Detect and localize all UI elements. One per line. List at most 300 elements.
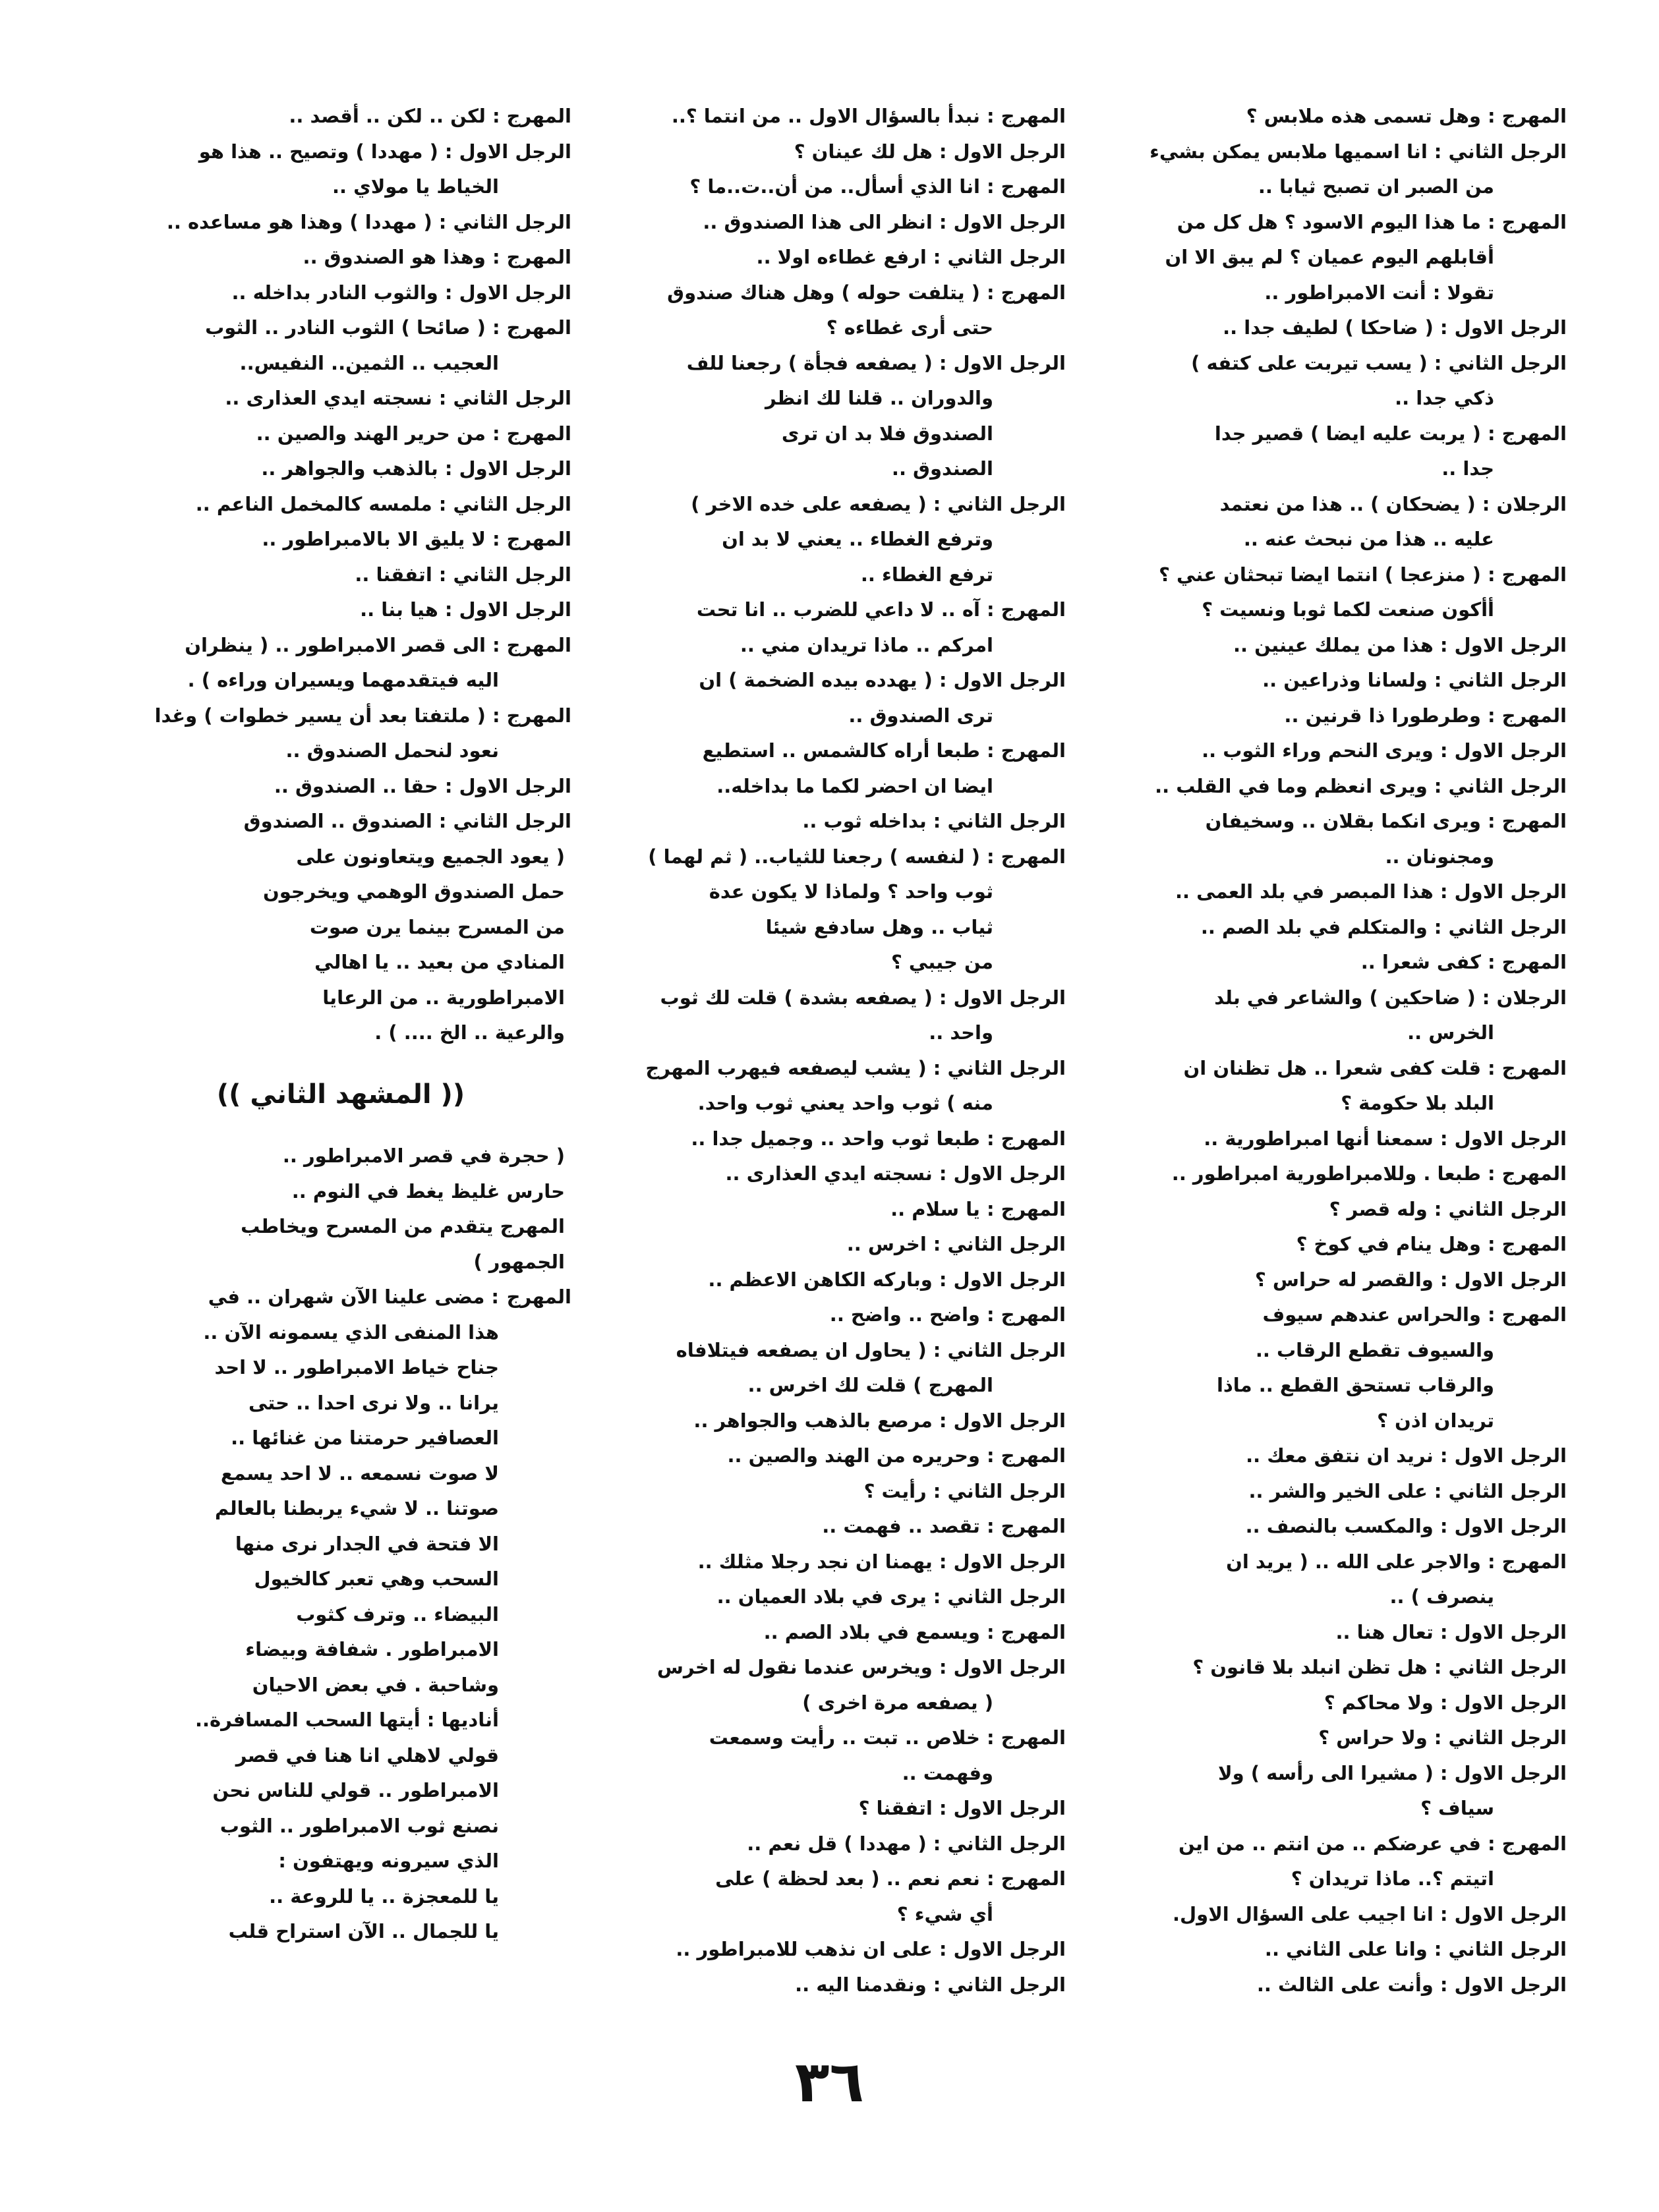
- dialogue-line: [1105, 522, 1567, 557]
- dialogue-text: وهل ينام في كوخ ؟: [1296, 1233, 1481, 1255]
- stage-direction-line: المهرج يتقدم من المسرح ويخاطب: [241, 1215, 565, 1237]
- dialogue-text: تعال هنا ..: [1335, 1620, 1434, 1643]
- dialogue-text: ونقدمنا اليه ..: [795, 1973, 927, 1996]
- dialogue-line: [1105, 980, 1567, 1016]
- dialogue-text: وترفع الغطاء .. يعني لا بد ان: [722, 528, 993, 550]
- speaker-name: الرجل الاول :: [1440, 1691, 1567, 1714]
- dialogue-line: [110, 205, 571, 241]
- dialogue-line: [1105, 1615, 1567, 1651]
- speaker-name: الرجل الاول :: [939, 1268, 1066, 1291]
- dialogue-line: [1105, 628, 1567, 664]
- speaker-name: المهرج :: [1487, 563, 1567, 586]
- speaker-name: الرجل الاول :: [444, 598, 571, 621]
- speaker-name: المهرج :: [1487, 810, 1567, 832]
- dialogue-line: [604, 1650, 1066, 1686]
- dialogue-text: ( مشيرا الى رأسه ) ولا: [1218, 1761, 1434, 1784]
- speaker-name: الرجل الاول :: [1440, 1761, 1567, 1784]
- stage-direction-line: من المسرح بينما يرن صوت: [309, 915, 565, 938]
- dialogue-line: [604, 451, 1066, 487]
- speaker-name: المهرج :: [986, 1303, 1066, 1326]
- dialogue-line: [1105, 1720, 1567, 1756]
- dialogue-text: لا يليق الا بالامبراطور ..: [262, 528, 486, 550]
- dialogue-line: [1105, 416, 1567, 452]
- dialogue-line: [604, 1156, 1066, 1192]
- monologue-line: العصافير حرمتنا من غنائها ..: [231, 1427, 499, 1449]
- speaker-name: الرجل الاول :: [939, 986, 1066, 1009]
- dialogue-text: ( يتلفت حوله ) وهل هناك صندوق: [667, 281, 980, 304]
- speaker-name: الرجل الاول :: [939, 1938, 1066, 1960]
- dialogue-line: [604, 769, 1066, 805]
- dialogue-line: [604, 698, 1066, 734]
- speaker-name: الرجل الاول :: [1440, 1973, 1567, 1996]
- speaker-name: الرجل الثاني :: [933, 810, 1066, 832]
- dialogue-text: عليه .. هذا من نبحث عنه ..: [1243, 528, 1494, 550]
- speaker-name: المهرج :: [492, 105, 571, 127]
- dialogue-line: [1105, 557, 1567, 593]
- dialogue-text: نعم نعم .. ( بعد لحظة ) على: [715, 1867, 980, 1890]
- dialogue-text: ( يضحكان ) .. هذا من نعتمد: [1219, 492, 1476, 515]
- dialogue-text: ( ملتفتا بعد أن يسير خطوات ) وغدا: [154, 704, 486, 727]
- dialogue-line: [1105, 945, 1567, 980]
- speaker-name: الرجل الثاني :: [933, 1973, 1066, 1996]
- speaker-name: الرجل الاول :: [939, 210, 1066, 233]
- dialogue-line: [1105, 769, 1567, 805]
- dialogue-text: على الخير والشر ..: [1248, 1479, 1428, 1502]
- dialogue-text: ويسمع في بلاد الصم ..: [763, 1620, 980, 1643]
- dialogue-text: العجيب .. الثمين.. النفيس..: [239, 351, 499, 374]
- dialogue-line: [604, 1368, 1066, 1404]
- dialogue-line: [604, 592, 1066, 628]
- dialogue-text: حقا .. الصندوق ..: [274, 774, 438, 797]
- speaker-name: المهرج :: [986, 281, 1066, 304]
- dialogue-text: والثوب النادر بداخله ..: [231, 281, 438, 304]
- dialogue-line: [604, 1015, 1066, 1051]
- dialogue-line: [110, 733, 571, 769]
- speaker-name: المهرج :: [986, 175, 1066, 198]
- dialogue-line: [110, 240, 571, 275]
- dialogue-line: [1105, 240, 1567, 275]
- speaker-name: الرجل الثاني :: [1434, 1197, 1567, 1220]
- monologue-line: البيضاء .. وترف كثوب: [296, 1602, 499, 1626]
- stage-direction-line: حمل الصندوق الوهمي ويخرجون: [262, 880, 565, 903]
- dialogue-text: ( يصفعه على خده الاخر ): [691, 492, 927, 515]
- stage-direction-line: المنادي من بعيد .. يا اهالي: [314, 951, 565, 973]
- speaker-name: المهرج :: [986, 598, 1066, 621]
- speaker-name: الرجل الاول :: [939, 1797, 1066, 1819]
- dialogue-line: [1105, 1509, 1567, 1545]
- dialogue-text: وباركه الكاهن الاعظم ..: [708, 1268, 933, 1291]
- speaker-name: المهرج :: [986, 1515, 1066, 1537]
- dialogue-line: [1105, 346, 1567, 382]
- dialogue-text: خلاص .. تبت .. رأيت وسمعت: [709, 1726, 980, 1749]
- dialogue-line: [110, 310, 571, 346]
- dialogue-text: وانا على الثاني ..: [1264, 1938, 1428, 1960]
- dialogue-text: هل تظن انبلد بلا قانون ؟: [1192, 1656, 1428, 1678]
- dialogue-text: ويخرس عندما نقول له اخرس: [656, 1656, 933, 1678]
- dialogue-line: [604, 416, 1066, 452]
- dialogue-text: ( يصفعه فجأة ) رجعنا للف: [686, 351, 933, 374]
- column-right: [1105, 99, 1567, 2002]
- dialogue-text: نعود لنحمل الصندوق ..: [285, 739, 499, 762]
- speaker-name: المهرج :: [1487, 1162, 1567, 1185]
- dialogue-text: هل لك عينان ؟: [794, 140, 933, 163]
- dialogue-line: [604, 663, 1066, 698]
- dialogue-text: والقصر له حراس ؟: [1255, 1268, 1434, 1291]
- speaker-name: الرجل الاول :: [1440, 1902, 1567, 1925]
- dialogue-text: الخرس ..: [1407, 1021, 1494, 1044]
- speaker-name: المهرج :: [986, 1444, 1066, 1467]
- dialogue-text: من جيبي ؟: [891, 951, 993, 973]
- dialogue-line: [604, 1968, 1066, 2003]
- speaker-name: الرجل الثاني :: [933, 492, 1066, 515]
- speaker-name: المهرج :: [1487, 105, 1567, 127]
- dialogue-line: [1105, 1579, 1567, 1615]
- speaker-name: المهرج :: [1487, 1303, 1567, 1326]
- dialogue-text: لكن .. لكن .. أقصد ..: [289, 105, 486, 127]
- speaker-name: الرجل الثاني :: [438, 492, 571, 515]
- dialogue-line: [110, 522, 571, 557]
- dialogue-text: ( يصفعه مرة اخرى ): [802, 1691, 993, 1714]
- dialogue-line: [604, 874, 1066, 910]
- speaker-name: المهرج :: [986, 845, 1066, 868]
- dialogue-line: [1105, 99, 1567, 134]
- monologue-line: أناديها : أيتها السحب المسافرة..: [195, 1709, 499, 1731]
- speaker-name: الرجل الثاني :: [1434, 140, 1567, 163]
- monologue-line: هذا المنفى الذي يسمونه الآن ..: [203, 1320, 499, 1344]
- dialogue-line: [1105, 1861, 1567, 1897]
- dialogue-text: مرصع بالذهب والجواهر ..: [693, 1409, 933, 1432]
- dialogue-text: امركم .. ماذا تريدان مني ..: [740, 633, 993, 656]
- dialogue-text: انا الذي أسأل.. من أن..ت..ما ؟: [689, 175, 980, 198]
- dialogue-text: ( يشب ليصفعه فيهرب المهرج: [645, 1056, 927, 1079]
- dialogue-text: والمتكلم في بلد الصم ..: [1200, 915, 1428, 938]
- dialogue-line: [110, 557, 571, 593]
- dialogue-text: اتيتم ؟.. ماذا تريدان ؟: [1291, 1867, 1494, 1890]
- dialogue-line: [604, 1262, 1066, 1298]
- dialogue-text: ولا محاكم ؟: [1324, 1691, 1434, 1714]
- dialogue-text: اتفقنا ؟: [858, 1797, 933, 1819]
- monologue-line: قولي لاهلي انا هنا في قصر: [235, 1744, 499, 1767]
- dialogue-text: ارفع غطاءه اولا ..: [756, 246, 927, 268]
- monologue-speaker: المهرج: [506, 1286, 571, 1308]
- speaker-name: الرجل الاول :: [444, 457, 571, 480]
- dialogue-text: ( يربت عليه ايضا ) قصير جدا: [1214, 422, 1481, 445]
- dialogue-line: [604, 310, 1066, 346]
- dialogue-text: طبعا . وللامبراطورية امبراطور ..: [1171, 1162, 1481, 1185]
- dialogue-line: [604, 628, 1066, 664]
- monologue-line: نصنع ثوب الامبراطور .. الثوب: [219, 1814, 499, 1837]
- dialogue-line: [604, 99, 1066, 134]
- dialogue-text: ( يسب تيربت على كتفه ): [1191, 351, 1428, 374]
- speaker-name: الرجل الاول :: [939, 669, 1066, 691]
- dialogue-line: [110, 99, 571, 134]
- monologue-line: وشاحبة . في بعض الاحيان: [252, 1673, 499, 1696]
- speaker-name: الرجل الاول :: [939, 1409, 1066, 1432]
- dialogue-text: المهرج ) قلت لك اخرس ..: [747, 1374, 993, 1396]
- speaker-name: الرجل الثاني :: [1434, 351, 1567, 374]
- dialogue-line: [604, 381, 1066, 416]
- dialogue-line: [1105, 451, 1567, 487]
- dialogue-line: [1105, 1438, 1567, 1474]
- dialogue-line: [110, 769, 571, 805]
- speaker-name: المهرج :: [1487, 1550, 1567, 1573]
- dialogue-line: [604, 1509, 1066, 1545]
- dialogue-line: [1105, 663, 1567, 698]
- dialogue-text: وله قصر ؟: [1329, 1197, 1428, 1220]
- dialogue-text: والدوران .. قلنا لك انظر: [765, 387, 993, 409]
- speaker-name: الرجل الاول :: [1440, 316, 1567, 339]
- dialogue-line: [604, 1861, 1066, 1897]
- dialogue-text: من الصبر ان تصبح ثيابا ..: [1258, 175, 1494, 198]
- dialogue-text: بالذهب والجواهر ..: [261, 457, 438, 480]
- dialogue-text: الى قصر الامبراطور .. ( ينظران: [185, 633, 486, 656]
- monologue-line: الامبراطور . شفافة وبيضاء: [245, 1638, 499, 1660]
- dialogue-text: طبعا أراه كالشمس .. استطيع: [702, 739, 980, 762]
- dialogue-text: ملمسه كالمخمل الناعم ..: [195, 492, 432, 515]
- dialogue-text: كفى شعرا ..: [1360, 951, 1481, 973]
- speaker-name: الرجل الثاني :: [933, 1832, 1066, 1855]
- speaker-name: المهرج :: [492, 528, 571, 550]
- dialogue-line: [110, 275, 571, 311]
- dialogue-line: [604, 1615, 1066, 1651]
- speaker-name: الرجل الثاني :: [1434, 915, 1567, 938]
- dialogue-text: نسجته ايدي العذارى ..: [725, 1162, 933, 1185]
- col3-dialogue: [110, 99, 571, 839]
- dialogue-line: [1105, 1015, 1567, 1051]
- speaker-name: الرجل الثاني :: [933, 1338, 1066, 1361]
- jester-monologue: [110, 1280, 571, 1950]
- dialogue-text: وهل تسمى هذه ملابس ؟: [1246, 105, 1481, 127]
- dialogue-line: [604, 169, 1066, 205]
- stage-direction-line: الجمهور ): [473, 1250, 565, 1273]
- dialogue-line: [604, 1192, 1066, 1228]
- dialogue-line: [1105, 1474, 1567, 1510]
- dialogue-text: ما هذا اليوم الاسود ؟ هل كل من: [1177, 210, 1481, 233]
- dialogue-line: [110, 451, 571, 487]
- dialogue-text: قلت كفى شعرا .. هل تظنان ان: [1183, 1056, 1481, 1079]
- dialogue-text: ترى الصندوق ..: [848, 704, 993, 727]
- dialogue-line: [110, 628, 571, 664]
- dialogue-line: [604, 1333, 1066, 1369]
- speaker-name: المهرج :: [986, 1620, 1066, 1643]
- speaker-name: الرجل الاول :: [939, 1162, 1066, 1185]
- dialogue-text: وحريره من الهند والصين ..: [727, 1444, 980, 1467]
- dialogue-line: [604, 205, 1066, 241]
- dialogue-line: [604, 240, 1066, 275]
- speaker-name: الرجل الاول :: [1440, 1268, 1567, 1291]
- dialogue-line: [1105, 1968, 1567, 2003]
- dialogue-line: [604, 1545, 1066, 1580]
- dialogue-text: نريد ان نتفق معك ..: [1246, 1444, 1434, 1467]
- dialogue-line: [1105, 910, 1567, 946]
- scene-heading: (( المشهد الثاني )): [216, 1079, 465, 1110]
- monologue-line: : مضى علينا الآن شهران .. في: [208, 1286, 499, 1308]
- dialogue-line: [110, 416, 571, 452]
- dialogue-line: [1105, 1897, 1567, 1933]
- dialogue-line: [604, 1791, 1066, 1827]
- dialogue-line: [604, 275, 1066, 311]
- dialogue-text: في عرضكم .. من انتم .. من اين: [1178, 1832, 1481, 1855]
- dialogue-text: أأكون صنعت لكما ثوبا ونسيت ؟: [1202, 598, 1494, 621]
- dialogue-line: [1105, 1262, 1567, 1298]
- monologue-line: يا للمعجزة .. يا للروعة ..: [269, 1885, 499, 1908]
- speaker-name: المهرج :: [986, 105, 1066, 127]
- dialogue-line: [604, 1051, 1066, 1087]
- dialogue-line: [604, 557, 1066, 593]
- dialogue-line: [604, 1086, 1066, 1121]
- stage-direction-line: والرعية .. الخ .... ) .: [374, 1021, 565, 1044]
- dialogue-line: [1105, 733, 1567, 769]
- dialogue-text: ( ضاحكين ) والشاعر في بلد: [1214, 986, 1476, 1009]
- speaker-name: الرجل الاول :: [1440, 1515, 1567, 1537]
- speaker-name: الرجل الاول :: [1440, 880, 1567, 903]
- dialogue-line: [1105, 1156, 1567, 1192]
- dialogue-text: اتفقنا ..: [355, 563, 432, 586]
- speaker-name: الرجل الاول :: [1440, 633, 1567, 656]
- speaker-name: المهرج :: [986, 739, 1066, 762]
- dialogue-text: ايضا ان احضر لكما ما بداخله..: [716, 774, 993, 797]
- dialogue-line: [604, 1579, 1066, 1615]
- dialogue-text: رأيت ؟: [863, 1479, 927, 1502]
- speaker-name: الرجل الاول :: [939, 351, 1066, 374]
- dialogue-line: [1105, 134, 1567, 170]
- dialogue-text: الخياط يا مولاي ..: [332, 175, 499, 198]
- speaker-name: المهرج :: [986, 1867, 1066, 1890]
- dialogue-line: [1105, 1192, 1567, 1228]
- page-number: ٣٦: [795, 2049, 864, 2115]
- monologue-line: جناح خياط الامبراطور .. لا احد: [214, 1356, 499, 1378]
- dialogue-text: ترفع الغطاء ..: [860, 563, 993, 586]
- dialogue-line: [604, 1404, 1066, 1439]
- monologue-line: لا صوت نسمعه .. لا احد يسمع: [220, 1461, 499, 1485]
- dialogue-text: والمكسب بالنصف ..: [1245, 1515, 1434, 1537]
- dialogue-text: أقابلهم اليوم عميان ؟ لم يبق الا ان: [1165, 246, 1494, 268]
- speaker-name: الرجل الثاني :: [1434, 1938, 1567, 1960]
- dialogue-text: والحراس عندهم سيوف: [1262, 1303, 1481, 1326]
- dialogue-line: [604, 945, 1066, 980]
- dialogue-text: والرقاب تستحق القطع .. ماذا: [1216, 1374, 1494, 1396]
- dialogue-text: ( مهددا ) قل نعم ..: [747, 1832, 927, 1855]
- dialogue-text: حتى أرى غطاءه ؟: [826, 316, 993, 339]
- speaker-name: الرجل الاول :: [939, 1550, 1066, 1573]
- dialogue-line: [604, 1827, 1066, 1862]
- speaker-name: الرجل الاول :: [444, 140, 571, 163]
- dialogue-line: [1105, 592, 1567, 628]
- dialogue-line: [604, 487, 1066, 523]
- dialogue-line: [1105, 874, 1567, 910]
- speaker-name: الرجل الاول :: [939, 1656, 1066, 1678]
- dialogue-text: والاجر على الله .. ( يريد ان: [1226, 1550, 1481, 1573]
- dialogue-text: اليه فيتقدمهما ويسيران وراءه ) .: [187, 669, 499, 691]
- speaker-name: المهرج :: [492, 316, 571, 339]
- stage-direction-exit: [110, 839, 571, 1051]
- dialogue-line: [604, 980, 1066, 1016]
- monologue-lines: [110, 1280, 499, 1950]
- dialogue-text: ( مهددا ) وتصيح .. هذا هو: [198, 140, 438, 163]
- dialogue-line: [1105, 381, 1567, 416]
- dialogue-line: [110, 346, 571, 382]
- monologue-line: يا للجمال .. الآن استراح قلب: [228, 1920, 499, 1943]
- dialogue-line: [1105, 1297, 1567, 1333]
- speaker-name: الرجل الاول :: [1440, 1444, 1567, 1467]
- dialogue-line: [1105, 275, 1567, 311]
- dialogue-text: ( منزعجا ) انتما ايضا تبحثان عني ؟: [1159, 563, 1481, 586]
- column-middle: [604, 99, 1066, 2002]
- dialogue-text: الصندوق .. الصندوق: [243, 810, 432, 832]
- dialogue-text: آه .. لا داعي للضرب .. انا تحت: [696, 598, 980, 621]
- dialogue-line: [1105, 698, 1567, 734]
- speaker-name: المهرج :: [1487, 951, 1567, 973]
- dialogue-text: البلد بلا حكومة ؟: [1341, 1092, 1494, 1114]
- dialogue-line: [1105, 310, 1567, 346]
- speaker-name: الرجل الثاني :: [1434, 1656, 1567, 1678]
- monologue-line: الذي سيرونه ويهتفون :: [278, 1850, 499, 1872]
- dialogue-text: ( يهدده بيده الضخمة ) ان: [699, 669, 933, 691]
- speaker-name: الرجل الثاني :: [438, 563, 571, 586]
- dialogue-text: ( مهددا ) وهذا هو مساعده ..: [166, 210, 432, 233]
- monologue-line: الامبراطور .. قولي للناس نحن: [212, 1779, 499, 1801]
- dialogue-text: تقصد .. فهمت ..: [822, 1515, 980, 1537]
- dialogue-line: [1105, 487, 1567, 523]
- speaker-name: المهرج :: [986, 1726, 1066, 1749]
- dialogue-line: [604, 1756, 1066, 1792]
- dialogue-line: [604, 522, 1066, 557]
- speaker-name: المهرج :: [1487, 210, 1567, 233]
- dialogue-text: سياف ؟: [1420, 1797, 1494, 1819]
- speaker-name: المهرج :: [986, 1127, 1066, 1150]
- speaker-name: الرجل الثاني :: [1434, 1479, 1567, 1502]
- dialogue-line: [604, 1297, 1066, 1333]
- speaker-name: الرجل الاول :: [1440, 1127, 1567, 1150]
- dialogue-text: الصندوق فلا بد ان ترى: [781, 422, 993, 445]
- monologue-line: صوتنا .. لا شيء يربطنا بالعالم: [215, 1497, 499, 1519]
- dialogue-text: يا سلام ..: [890, 1197, 980, 1220]
- speaker-name: الرجل الثاني :: [933, 1479, 1066, 1502]
- speaker-name: المهرج :: [492, 704, 571, 727]
- dialogue-line: [110, 592, 571, 628]
- dialogue-text: من حرير الهند والصين ..: [256, 422, 486, 445]
- speaker-name: الرجلان :: [1482, 492, 1567, 515]
- dialogue-text: ويرى انكما بقلان .. وسخيفان: [1205, 810, 1481, 832]
- dialogue-text: طبعا ثوب واحد .. وجميل جدا ..: [691, 1127, 980, 1150]
- speaker-name: المهرج :: [1487, 1832, 1567, 1855]
- dialogue-text: والسيوف تقطع الرقاب ..: [1255, 1338, 1494, 1361]
- monologue-line: السحب وهي تعبر كالخيول: [254, 1568, 499, 1590]
- speaker-name: الرجل الثاني :: [1434, 774, 1567, 797]
- dialogue-line: [1105, 1051, 1567, 1087]
- speaker-name: الرجل الثاني :: [1434, 1726, 1567, 1749]
- dialogue-line: [1105, 1650, 1567, 1686]
- speaker-name: الرجل الاول :: [444, 774, 571, 797]
- dialogue-text: ( لنفسه ) رجعنا للثياب.. ( ثم لهما ): [648, 845, 980, 868]
- dialogue-line: [604, 910, 1066, 946]
- dialogue-text: ثوب واحد ؟ ولماذا لا يكون عدة: [709, 880, 993, 903]
- dialogue-line: [1105, 1086, 1567, 1121]
- dialogue-line: [604, 804, 1066, 839]
- dialogue-text: نبدأ بالسؤال الاول .. من انتما ؟..: [671, 105, 980, 127]
- speaker-name: الرجل الاول :: [444, 281, 571, 304]
- speaker-name: المهرج :: [1487, 422, 1567, 445]
- dialogue-line: [1105, 1368, 1567, 1404]
- dialogue-line: [1105, 205, 1567, 241]
- dialogue-text: ويرى انعظم وما في القلب ..: [1155, 774, 1428, 797]
- dialogue-line: [1105, 1121, 1567, 1157]
- speaker-name: الرجل الاول :: [1440, 1620, 1567, 1643]
- dialogue-line: [110, 134, 571, 170]
- stage-direction-line: ( يعود الجميع ويتعاونون على: [296, 845, 565, 868]
- dialogue-text: على ان نذهب للامبراطور ..: [676, 1938, 933, 1960]
- dialogue-text: منه ) ثوب واحد يعني ثوب واحد.: [697, 1092, 993, 1114]
